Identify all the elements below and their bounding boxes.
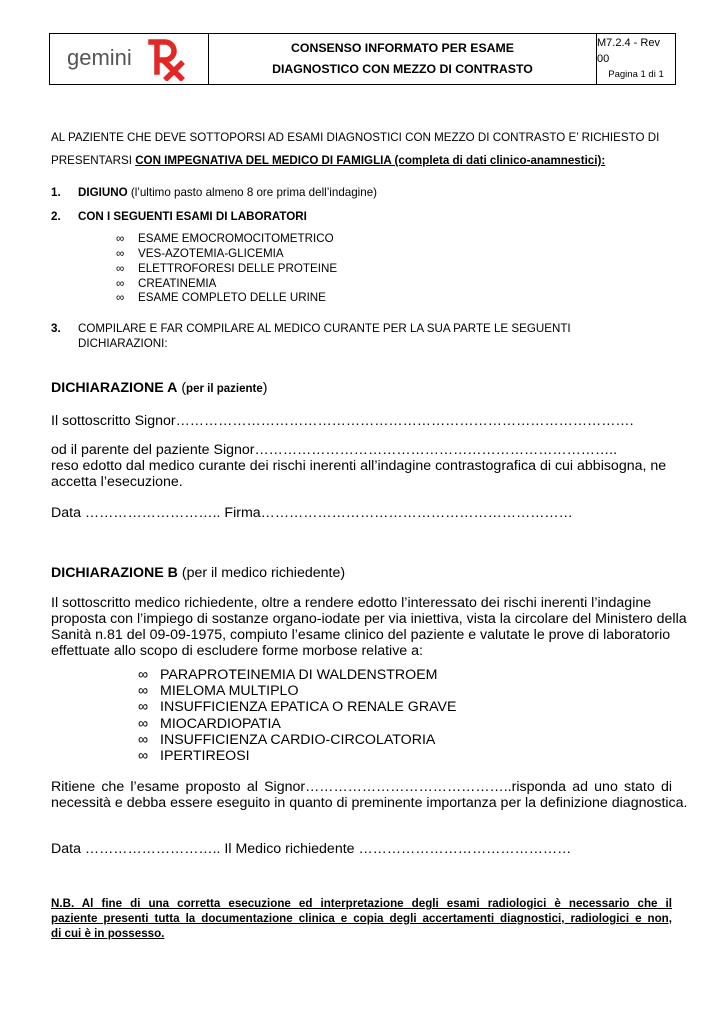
lab-exam-item: ∞ CREATINEMIA (116, 277, 217, 290)
declaration-b-heading (51, 565, 345, 581)
infinity-bullet-icon: ∞ (116, 262, 125, 275)
condition-item: ∞ MIOCARDIOPATIA (138, 716, 281, 732)
item-fasting-label: DIGIUNO (78, 186, 128, 199)
lab-exam-item: ∞ ELETTROFORESI DELLE PROTEINE (116, 262, 338, 275)
reference-cell (597, 34, 675, 84)
rx-mark-icon (151, 42, 183, 80)
item-lab-exams (51, 210, 307, 223)
infinity-bullet-icon: ∞ (116, 277, 125, 290)
declaration-a-heading: DICHIARAZIONE A (per il paziente) (51, 380, 268, 396)
infinity-bullet-icon: ∞ (116, 232, 125, 245)
lab-exam-item: ∞ VES-AZOTEMIA-GLICEMIA (116, 247, 284, 260)
declaration-a-title: DICHIARAZIONE A (51, 380, 178, 396)
logo-wordmark: gemini (67, 45, 132, 70)
gemini-rx-logo (65, 37, 193, 81)
informed-consent-line-1: reso edotto dal medico curante dei rischi inerenti all’indagine contrastografica di cui abbisogna, ne (51, 458, 667, 474)
note-line-2: paziente presenti tutta la documentazione clinica e copia degli accertamenti diagnostici, radiologici e non, (51, 912, 672, 925)
informed-consent-line-2: accetta l’esecuzione. (51, 474, 183, 490)
item-number: 1. (51, 186, 61, 199)
condition-item: ∞ INSUFFICIENZA EPATICA O RENALE GRAVE (138, 699, 457, 715)
relative-signor-line: od il parente del paziente Signor………………………………………………………………….. (51, 442, 618, 458)
doctor-paragraph-line: effettuate allo scopo di escludere forme morbose relative a: (51, 643, 423, 659)
intro-requirement: CON IMPEGNATIVA DEL MEDICO DI FAMIGLIA (completa di dati clinico-anamnestici): (135, 154, 606, 167)
logo-cell (50, 34, 209, 84)
declaration-b-title: DICHIARAZIONE B (51, 565, 178, 581)
intro-plain: PRESENTARSI (51, 154, 136, 167)
condition-item: ∞ PARAPROTEINEMIA DI WALDENSTROEM (138, 667, 438, 683)
intro-line-1: AL PAZIENTE CHE DEVE SOTTOPORSI AD ESAMI DIAGNOSTICI CON MEZZO DI CONTRASTO E’ RICHIESTO DI (51, 131, 660, 144)
patient-date-signature-line: Data ……………………….. Firma………………………………………………………… (51, 505, 573, 521)
condition-item: ∞ INSUFFICIENZA CARDIO-CIRCOLATORIA (138, 732, 436, 748)
declaration-b-subtitle: (per il medico richiedente) (177, 565, 346, 581)
intro-line-2 (51, 154, 605, 167)
infinity-bullet-icon: ∞ (138, 748, 149, 764)
item-declarations (51, 322, 571, 335)
page-info: Pagina 1 di 1 (608, 69, 664, 80)
item-number: 2. (51, 210, 61, 223)
note-line-1: N.B. Al fine di una corretta esecuzione ed interpretazione degli esami radiologici è necessario che il (51, 897, 672, 910)
infinity-bullet-icon: ∞ (138, 732, 149, 748)
infinity-bullet-icon: ∞ (138, 716, 149, 732)
lab-exam-item: ∞ ESAME COMPLETO DELLE URINE (116, 291, 326, 304)
document-header (49, 33, 676, 85)
infinity-bullet-icon: ∞ (116, 291, 125, 304)
ritiene-line-2: necessità e debba essere eseguito in quanto di preminente importanza per la definizione diagnostica. (51, 795, 688, 811)
doctor-paragraph-line: Il sottoscritto medico richiedente, oltre a rendere edotto l’interessato dei rischi inerenti l’indagine (51, 595, 652, 611)
condition-item: ∞ MIELOMA MULTIPLO (138, 683, 299, 699)
infinity-bullet-icon: ∞ (138, 699, 149, 715)
infinity-bullet-icon: ∞ (138, 683, 149, 699)
document-code: M7.2.4 - Rev 00 (597, 37, 660, 65)
item-declarations-line-2: DICHIARAZIONI: (78, 337, 168, 350)
title-cell (209, 34, 597, 84)
ritiene-line-1: Ritiene che l’esame proposto al Signor……………………………………..risponda ad uno stato di (51, 779, 672, 795)
doctor-date-signature-line: Data ……………………….. Il Medico richiedente ……………………………………… (51, 841, 572, 857)
item-declarations-line-1: COMPILARE E FAR COMPILARE AL MEDICO CURANTE PER LA SUA PARTE LE SEGUENTI (78, 322, 571, 335)
item-number: 3. (51, 322, 61, 335)
declaration-a-subtitle: per il paziente (186, 383, 263, 395)
infinity-bullet-icon: ∞ (138, 667, 149, 683)
item-lab-exams-label: CON I SEGUENTI ESAMI DI LABORATORI (78, 210, 307, 223)
document-title-line-2: DIAGNOSTICO CON MEZZO DI CONTRASTO (272, 62, 533, 76)
note-line-3: di cui è in possesso. (51, 927, 165, 940)
infinity-bullet-icon: ∞ (116, 247, 125, 260)
patient-signor-line: Il sottoscritto Signor……………………………………………………………………………………. (51, 413, 634, 429)
document-title-line-1: CONSENSO INFORMATO PER ESAME (291, 41, 514, 55)
doctor-paragraph-line: proposta con l’impiego di sostanze organo-iodate per via iniettiva, vista la circolare del Ministero della (51, 611, 687, 627)
doctor-paragraph-line: Sanità n.81 del 09-09-1975, compiuto l’esame clinico del paziente e valutate le prove di laboratorio (51, 627, 671, 643)
item-fasting-text: (l’ultimo pasto almeno 8 ore prima dell’indagine) (127, 186, 377, 199)
item-fasting (51, 186, 377, 199)
condition-item: ∞ IPERTIREOSI (138, 748, 250, 764)
lab-exam-item: ∞ ESAME EMOCROMOCITOMETRICO (116, 232, 334, 245)
